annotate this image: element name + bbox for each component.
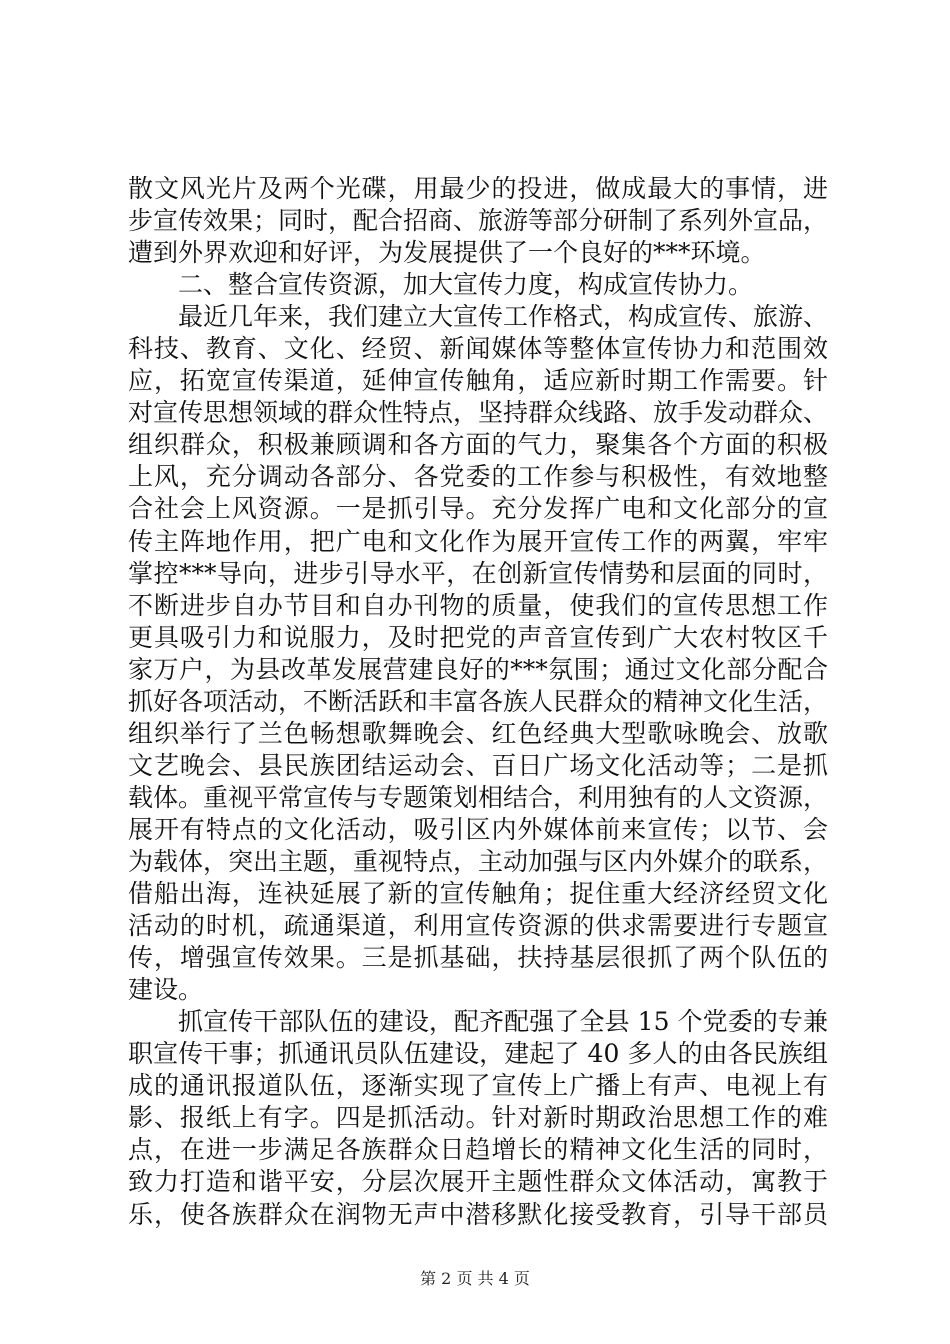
text-line: 借船出海，连袂延展了新的宣传触角；捉住重大经济经贸文化	[128, 879, 828, 909]
document-body	[128, 173, 828, 1231]
text-line: 为载体，突出主题，重视特点，主动加强与区内外媒介的联系，	[128, 846, 829, 876]
text-line: 建设。	[128, 975, 204, 1005]
text-line: 传，增强宣传效果。三是抓基础，扶持基层很抓了两个队伍的	[128, 943, 828, 973]
text-line: 上风，充分调动各部分、各党委的工作参与积极性，有效地整	[128, 462, 828, 492]
text-line: 抓好各项活动，不断活跃和丰富各族人民群众的精神文化生活，	[128, 686, 829, 716]
text-line: 掌控***导向，进步引导水平，在创新宣传情势和层面的同时，	[128, 558, 828, 588]
text-line: 载体。重视平常宣传与专题策划相结合，利用独有的人文资源，	[128, 782, 829, 812]
text-line: 二、整合宣传资源，加大宣传力度，构成宣传协力。	[178, 270, 754, 300]
text-line: 不断进步自办节目和自办刊物的质量，使我们的宣传思想工作	[128, 590, 828, 620]
text-line: 对宣传思想领域的群众性特点，坚持群众线路、放手发动群众、	[128, 398, 829, 428]
text-line: 传主阵地作用，把广电和文化作为展开宣传工作的两翼，牢牢	[128, 526, 828, 556]
text-line: 乐，使各族群众在润物无声中潜移默化接受教育，引导干部员	[128, 1199, 828, 1229]
text-line: 点，在进一步满足各族群众日趋增长的精神文化生活的同时，	[128, 1135, 828, 1165]
text-line: 致力打造和谐平安，分层次展开主题性群众文体活动，寓教于	[128, 1167, 828, 1197]
text-line: 职宣传干事；抓通讯员队伍建设，建起了 40 多人的由各民族组	[128, 1039, 828, 1069]
text-line: 步宣传效果；同时，配合招商、旅游等部分研制了系列外宣品，	[128, 206, 829, 236]
text-line: 最近几年来，我们建立大宣传工作格式，构成宣传、旅游、	[178, 302, 829, 332]
text-line: 科技、教育、文化、经贸、新闻媒体等整体宣传协力和范围效	[128, 334, 828, 364]
text-line: 活动的时机，疏通渠道，利用宣传资源的供求需要进行专题宣	[128, 911, 828, 941]
text-line: 家万户，为县改革发展营建良好的***氛围；通过文化部分配合	[128, 654, 828, 684]
text-line: 应，拓宽宣传渠道，延伸宣传触角，适应新时期工作需要。针	[128, 366, 828, 396]
text-line: 组织举行了兰色畅想歌舞晚会、红色经典大型歌咏晚会、放歌	[128, 718, 828, 748]
text-line: 合社会上风资源。一是抓引导。充分发挥广电和文化部分的宣	[128, 494, 828, 524]
text-line: 抓宣传干部队伍的建设，配齐配强了全县 15 个党委的专兼	[178, 1007, 828, 1037]
page-footer: 第 2 页 共 4 页	[420, 1269, 530, 1288]
text-line: 展开有特点的文化活动，吸引区内外媒体前来宣传；以节、会	[128, 814, 828, 844]
text-line: 遭到外界欢迎和好评，为发展提供了一个良好的***环境。	[128, 238, 766, 268]
text-line: 组织群众，积极兼顾调和各方面的气力，聚集各个方面的积极	[128, 430, 828, 460]
text-line: 文艺晚会、县民族团结运动会、百日广场文化活动等；二是抓	[128, 750, 828, 780]
text-line: 更具吸引力和说服力，及时把党的声音宣传到广大农村牧区千	[128, 622, 828, 652]
text-line: 影、报纸上有字。四是抓活动。针对新时期政治思想工作的难	[128, 1103, 828, 1133]
text-line: 成的通讯报道队伍，逐渐实现了宣传上广播上有声、电视上有	[128, 1071, 828, 1101]
text-line: 散文风光片及两个光碟，用最少的投进，做成最大的事情，进	[128, 174, 828, 203]
